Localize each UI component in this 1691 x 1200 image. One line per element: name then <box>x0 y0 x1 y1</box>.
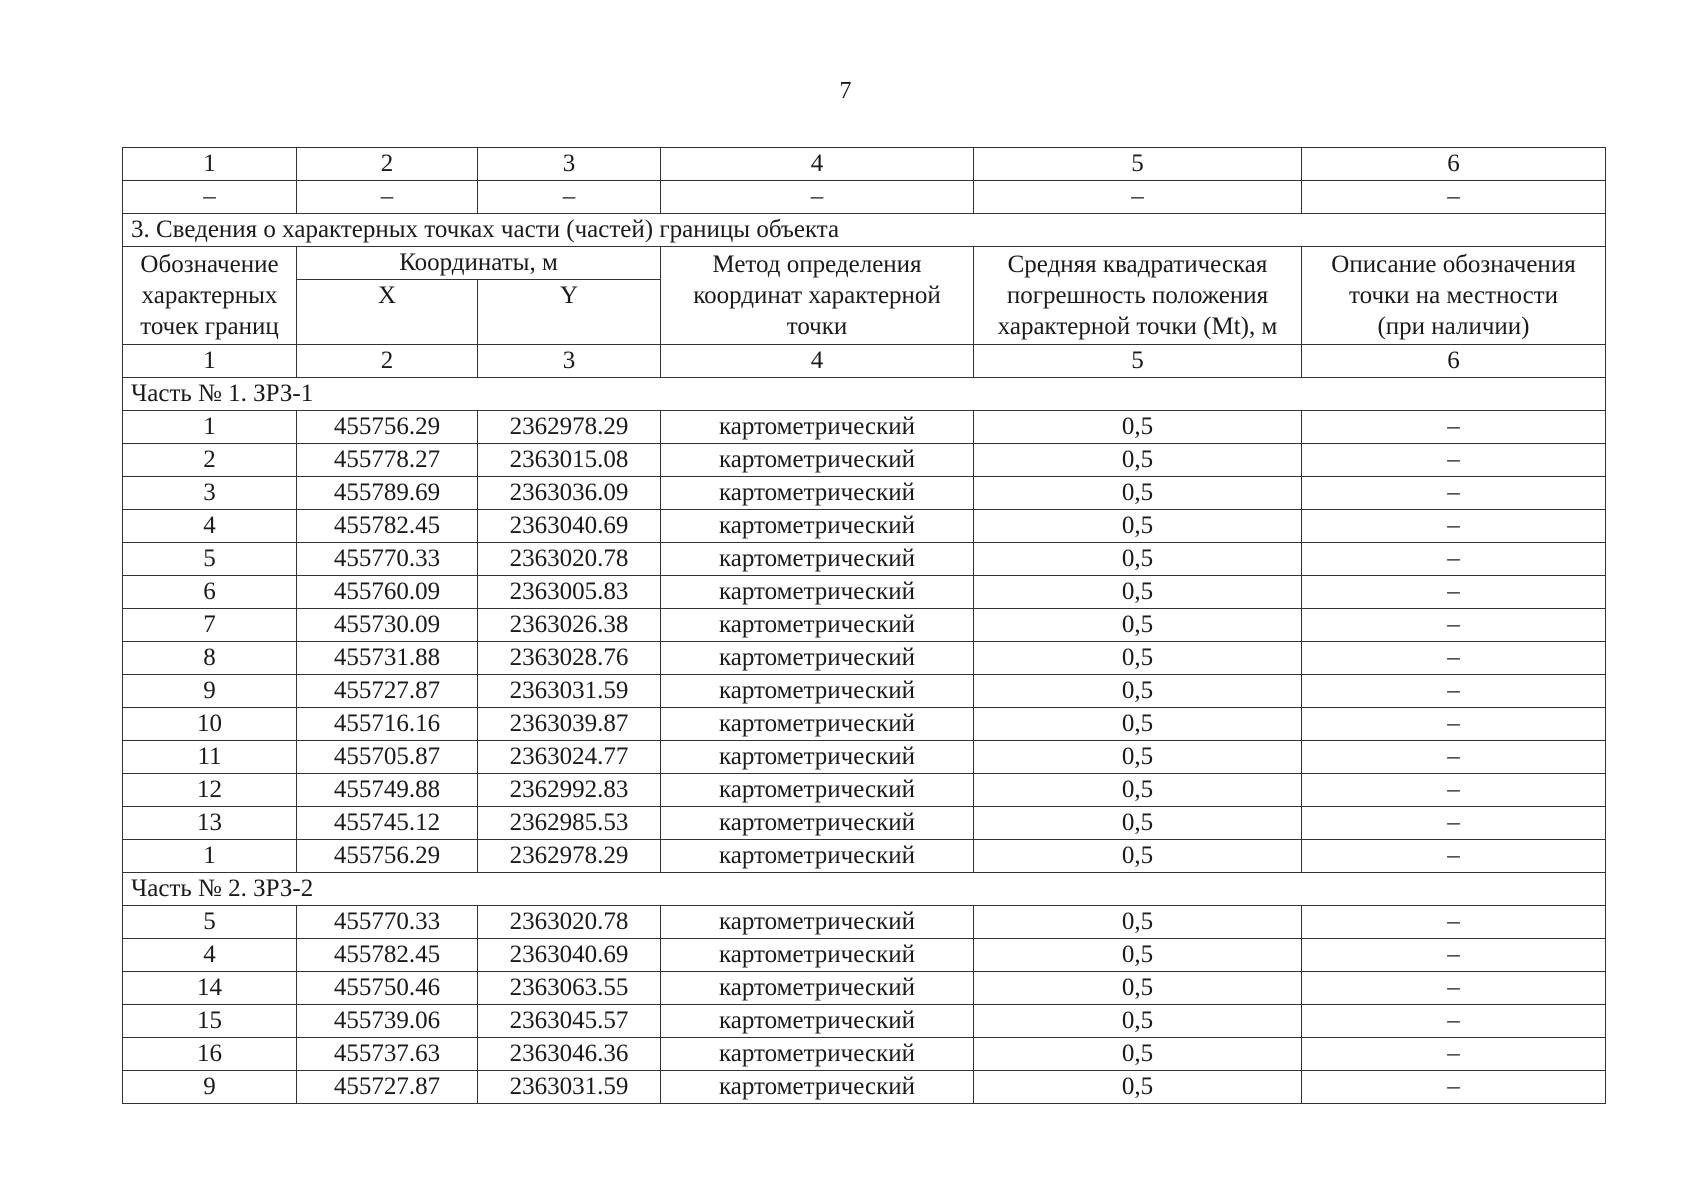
description: – <box>1302 576 1606 609</box>
coord-x: 455750.46 <box>297 972 478 1005</box>
coord-y: 2362978.29 <box>478 840 661 873</box>
coord-y: 2362992.83 <box>478 774 661 807</box>
part-title-row <box>123 378 1606 411</box>
table-row <box>123 774 1606 807</box>
coord-y: 2363028.76 <box>478 642 661 675</box>
top-col-number: 1 <box>123 148 297 181</box>
table-row <box>123 939 1606 972</box>
section-title-row <box>123 214 1606 247</box>
table-row <box>123 1071 1606 1104</box>
point-number: 13 <box>123 807 297 840</box>
coord-x: 455716.16 <box>297 708 478 741</box>
point-number: 9 <box>123 1071 297 1104</box>
header-row-1 <box>123 247 1606 280</box>
coord-x: 455770.33 <box>297 543 478 576</box>
coord-y: 2363040.69 <box>478 939 661 972</box>
description: – <box>1302 543 1606 576</box>
coord-x: 455730.09 <box>297 609 478 642</box>
method: картометрический <box>661 807 974 840</box>
method: картометрический <box>661 939 974 972</box>
description: – <box>1302 1005 1606 1038</box>
error-value: 0,5 <box>974 1005 1302 1038</box>
coord-y: 2363039.87 <box>478 708 661 741</box>
coord-x: 455778.27 <box>297 444 478 477</box>
coord-y: 2363036.09 <box>478 477 661 510</box>
table-row <box>123 675 1606 708</box>
table-row <box>123 708 1606 741</box>
header-method: Метод определения координат характерной точки <box>661 247 974 345</box>
point-number: 5 <box>123 543 297 576</box>
point-number: 11 <box>123 741 297 774</box>
method: картометрический <box>661 1071 974 1104</box>
coord-y: 2363026.38 <box>478 609 661 642</box>
header-coordinates: Координаты, м <box>297 247 661 280</box>
point-number: 8 <box>123 642 297 675</box>
error-value: 0,5 <box>974 609 1302 642</box>
description: – <box>1302 708 1606 741</box>
coord-y: 2362985.53 <box>478 807 661 840</box>
col-number: 3 <box>478 345 661 378</box>
top-col-number: 3 <box>478 148 661 181</box>
coord-x: 455737.63 <box>297 1038 478 1071</box>
coord-y: 2363063.55 <box>478 972 661 1005</box>
description: – <box>1302 1038 1606 1071</box>
coord-x: 455727.87 <box>297 1071 478 1104</box>
point-number: 7 <box>123 609 297 642</box>
description: – <box>1302 675 1606 708</box>
method: картометрический <box>661 642 974 675</box>
description: – <box>1302 642 1606 675</box>
table-row <box>123 741 1606 774</box>
error-value: 0,5 <box>974 774 1302 807</box>
method: картометрический <box>661 675 974 708</box>
coord-x: 455756.29 <box>297 411 478 444</box>
coord-x: 455756.29 <box>297 840 478 873</box>
method: картометрический <box>661 510 974 543</box>
point-number: 1 <box>123 411 297 444</box>
dash-cell: – <box>661 181 974 214</box>
table-body <box>123 148 1606 1104</box>
method: картометрический <box>661 906 974 939</box>
method: картометрический <box>661 1005 974 1038</box>
error-value: 0,5 <box>974 939 1302 972</box>
description: – <box>1302 1071 1606 1104</box>
part-title-row <box>123 873 1606 906</box>
coord-x: 455789.69 <box>297 477 478 510</box>
header-y: Y <box>478 280 661 345</box>
table-row <box>123 543 1606 576</box>
error-value: 0,5 <box>974 1071 1302 1104</box>
col-number: 2 <box>297 345 478 378</box>
method: картометрический <box>661 609 974 642</box>
error-value: 0,5 <box>974 444 1302 477</box>
table-row <box>123 840 1606 873</box>
method: картометрический <box>661 444 974 477</box>
col-number: 1 <box>123 345 297 378</box>
point-number: 2 <box>123 444 297 477</box>
part-title: Часть № 1. ЗРЗ-1 <box>123 378 1606 411</box>
header-description: Описание обозначения точки на местности (при наличии) <box>1302 247 1606 345</box>
coord-y: 2363046.36 <box>478 1038 661 1071</box>
error-value: 0,5 <box>974 543 1302 576</box>
error-value: 0,5 <box>974 675 1302 708</box>
table-row <box>123 906 1606 939</box>
column-number-row <box>123 345 1606 378</box>
point-number: 9 <box>123 675 297 708</box>
point-number: 6 <box>123 576 297 609</box>
point-number: 4 <box>123 510 297 543</box>
description: – <box>1302 840 1606 873</box>
description: – <box>1302 477 1606 510</box>
top-col-number: 6 <box>1302 148 1606 181</box>
header-x: X <box>297 280 478 345</box>
coord-y: 2363020.78 <box>478 906 661 939</box>
point-number: 16 <box>123 1038 297 1071</box>
description: – <box>1302 906 1606 939</box>
method: картометрический <box>661 576 974 609</box>
coord-x: 455745.12 <box>297 807 478 840</box>
description: – <box>1302 939 1606 972</box>
description: – <box>1302 411 1606 444</box>
coord-x: 455782.45 <box>297 939 478 972</box>
method: картометрический <box>661 972 974 1005</box>
top-col-number: 5 <box>974 148 1302 181</box>
col-number: 5 <box>974 345 1302 378</box>
coord-x: 455760.09 <box>297 576 478 609</box>
point-number: 3 <box>123 477 297 510</box>
dash-cell: – <box>1302 181 1606 214</box>
point-number: 5 <box>123 906 297 939</box>
col-number: 6 <box>1302 345 1606 378</box>
error-value: 0,5 <box>974 510 1302 543</box>
error-value: 0,5 <box>974 411 1302 444</box>
coordinates-table <box>122 147 1606 1104</box>
coord-x: 455782.45 <box>297 510 478 543</box>
table-row <box>123 1005 1606 1038</box>
table-row <box>123 972 1606 1005</box>
table-row <box>123 576 1606 609</box>
coord-x: 455749.88 <box>297 774 478 807</box>
coord-y: 2362978.29 <box>478 411 661 444</box>
table-row <box>123 642 1606 675</box>
description: – <box>1302 510 1606 543</box>
page-number: 7 <box>839 78 852 104</box>
coord-y: 2363024.77 <box>478 741 661 774</box>
error-value: 0,5 <box>974 576 1302 609</box>
coord-x: 455705.87 <box>297 741 478 774</box>
description: – <box>1302 609 1606 642</box>
top-col-number: 2 <box>297 148 478 181</box>
point-number: 15 <box>123 1005 297 1038</box>
method: картометрический <box>661 774 974 807</box>
error-value: 0,5 <box>974 840 1302 873</box>
description: – <box>1302 444 1606 477</box>
header-point-designation: Обозначение характерных точек границ <box>123 247 297 345</box>
table-row <box>123 609 1606 642</box>
point-number: 12 <box>123 774 297 807</box>
top-column-number-row <box>123 148 1606 181</box>
dash-cell: – <box>123 181 297 214</box>
table-row <box>123 444 1606 477</box>
coord-y: 2363031.59 <box>478 1071 661 1104</box>
description: – <box>1302 741 1606 774</box>
coord-x: 455770.33 <box>297 906 478 939</box>
coord-y: 2363020.78 <box>478 543 661 576</box>
error-value: 0,5 <box>974 1038 1302 1071</box>
method: картометрический <box>661 708 974 741</box>
table-row <box>123 1038 1606 1071</box>
coord-y: 2363005.83 <box>478 576 661 609</box>
point-number: 4 <box>123 939 297 972</box>
method: картометрический <box>661 543 974 576</box>
error-value: 0,5 <box>974 477 1302 510</box>
method: картометрический <box>661 741 974 774</box>
top-dash-row <box>123 181 1606 214</box>
col-number: 4 <box>661 345 974 378</box>
dash-cell: – <box>297 181 478 214</box>
error-value: 0,5 <box>974 807 1302 840</box>
method: картометрический <box>661 477 974 510</box>
method: картометрический <box>661 1038 974 1071</box>
coord-x: 455731.88 <box>297 642 478 675</box>
section-title: 3. Сведения о характерных точках части (частей) границы объекта <box>123 214 1606 247</box>
coord-y: 2363045.57 <box>478 1005 661 1038</box>
table-row <box>123 510 1606 543</box>
coord-x: 455727.87 <box>297 675 478 708</box>
dash-cell: – <box>478 181 661 214</box>
error-value: 0,5 <box>974 642 1302 675</box>
description: – <box>1302 972 1606 1005</box>
point-number: 14 <box>123 972 297 1005</box>
coord-y: 2363015.08 <box>478 444 661 477</box>
coord-x: 455739.06 <box>297 1005 478 1038</box>
description: – <box>1302 807 1606 840</box>
error-value: 0,5 <box>974 972 1302 1005</box>
table-row <box>123 411 1606 444</box>
method: картометрический <box>661 411 974 444</box>
error-value: 0,5 <box>974 708 1302 741</box>
point-number: 1 <box>123 840 297 873</box>
table-row <box>123 477 1606 510</box>
table-row <box>123 807 1606 840</box>
dash-cell: – <box>974 181 1302 214</box>
coord-y: 2363031.59 <box>478 675 661 708</box>
method: картометрический <box>661 840 974 873</box>
part-title: Часть № 2. ЗРЗ-2 <box>123 873 1606 906</box>
top-col-number: 4 <box>661 148 974 181</box>
coord-y: 2363040.69 <box>478 510 661 543</box>
error-value: 0,5 <box>974 906 1302 939</box>
point-number: 10 <box>123 708 297 741</box>
header-error: Средняя квадратическая погрешность положения характерной точки (Mt), м <box>974 247 1302 345</box>
error-value: 0,5 <box>974 741 1302 774</box>
description: – <box>1302 774 1606 807</box>
